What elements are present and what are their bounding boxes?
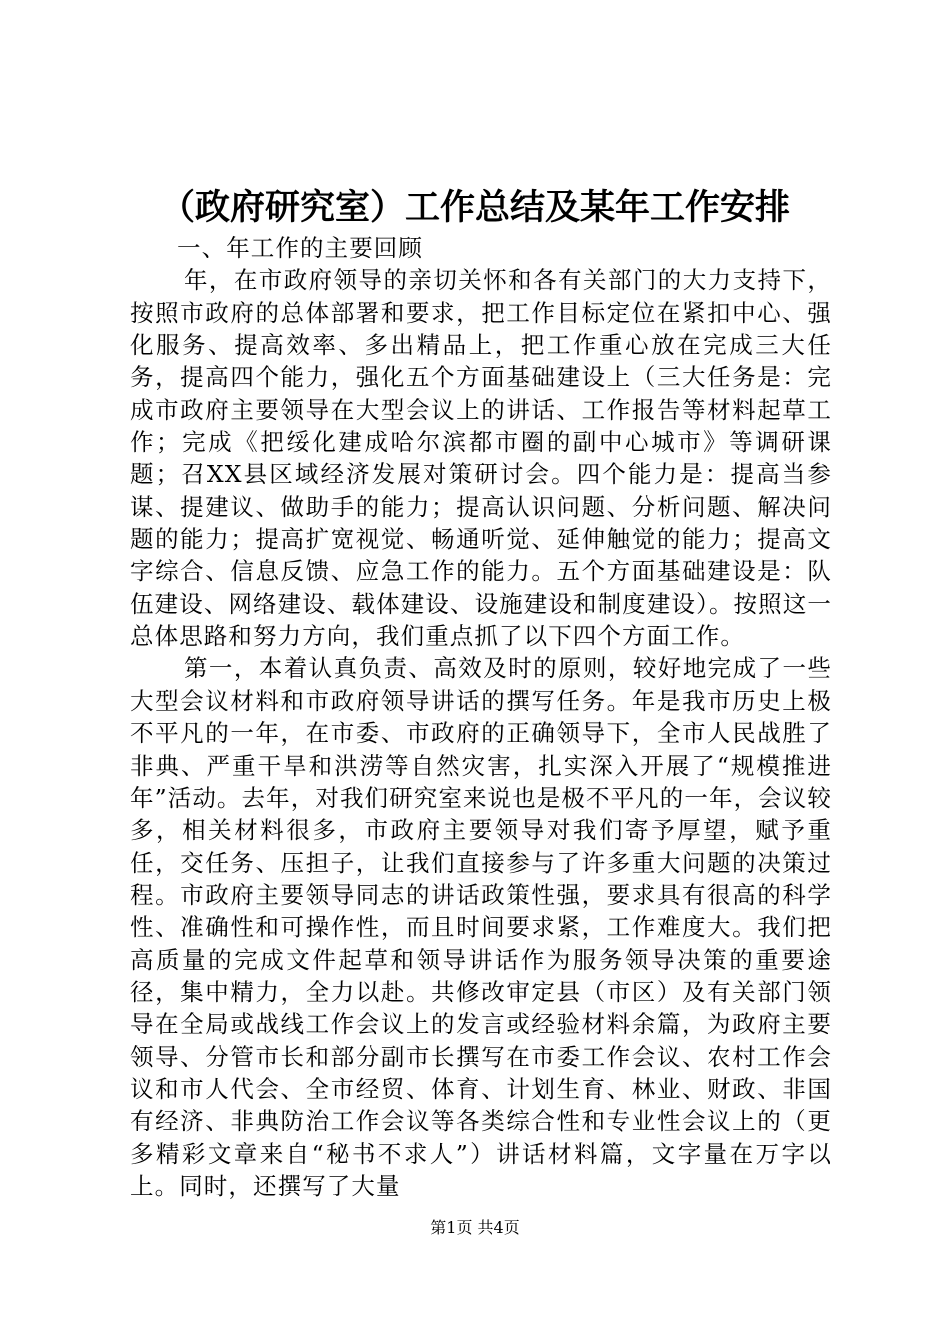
body-paragraph: 第一，本着认真负责、高效及时的原则，较好地完成了一些大型会议材料和市政府领导讲话的撰写任务。年是我市历史上极不平凡的一年，在市委、市政府的正确领导下，全市人民战胜了非典、严重干旱和洪涝等自然灾害，扎实深入开展了“规模推进年”活动。去年，对我们研究室来说也是极不平凡的一年，会议较多，相关材料很多，市政府主要领导对我们寄予厚望，赋予重任，交任务、压担子，让我们直接参与了许多重大问题的决策过程。市政府主要领导同志的讲话政策性强，要求具有很高的科学性、准确性和可操作性，而且时间要求紧，工作难度大。我们把高质量的完成文件起草和领导讲话作为服务领导决策的重要途径，集中精力，全力以赴。共修改审定县（市区）及有关部门领导在全局或战线工作会议上的发言或经验材料余篇，为政府主要领导、分管市长和部分副市长撰写在市委工作会议、农村工作会议和市人代会、全市经贸、体育、计划生育、林业、财政、非国有经济、非典防治工作会议等各类综合性和专业性会议上的（更多精彩文章来自“秘书不求人”）讲话材料篇，文字量在万字以上。同时，还撰写了大量 xyxy=(130,654,832,1200)
body-paragraph: 年，在市政府领导的亲切关怀和各有关部门的大力支持下，按照市政府的总体部署和要求，把工作目标定位在紧扣中心、强化服务、提高效率、多出精品上，把工作重心放在完成三大任务，提高四个能力，强化五个方面基础建设上（三大任务是：完成市政府主要领导在大型会议上的讲话、工作报告等材料起草工作；完成《把绥化建成哈尔滨都市圈的副中心城市》等调研课题；召XX县区域经济发展对策研讨会。四个能力是：提高当参谋、提建议、做助手的能力；提高认识问题、分析问题、解决问题的能力；提高扩宽视觉、畅通听觉、延伸触觉的能力；提高文字综合、信息反馈、应急工作的能力。五个方面基础建设是：队伍建设、网络建设、载体建设、设施建设和制度建设）。按照这一总体思路和努力方向，我们重点抓了以下四个方面工作。 xyxy=(130,266,832,651)
document-title: （政府研究室）工作总结及某年工作安排 xyxy=(159,187,790,228)
section-heading: 一、年工作的主要回顾 xyxy=(177,234,423,262)
page-number-footer: 第1页 共4页 xyxy=(430,1218,520,1237)
document-body xyxy=(130,232,832,1202)
